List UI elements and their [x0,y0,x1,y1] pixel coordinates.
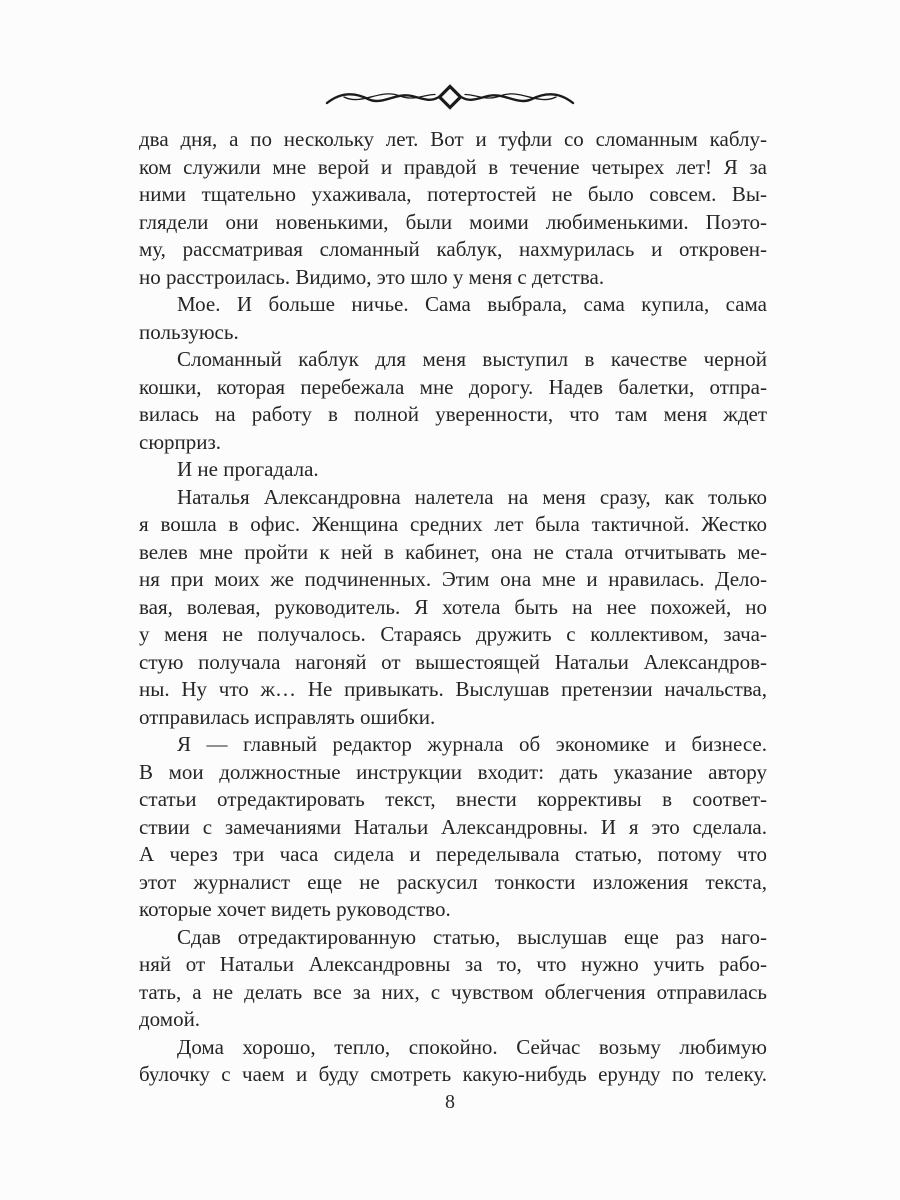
text-line: Сломанный каблук для меня выступил в качестве черной [177,347,767,371]
text-line: булочку с чаем и буду смотреть какую-нибудь ерунду по телеку. [139,1062,767,1086]
text-line: ком служили мне верой и правдой в течение четырех лет! Я за [139,154,767,179]
text-line: стую получала нагоняй от вышестоящей Натальи Александров- [139,649,767,674]
text-line: ня при моих же подчиненных. Этим она мне и нравилась. Дело- [139,567,767,591]
text-line: няй от Натальи Александровны за то, что нужно учить рабо- [139,952,767,976]
text-line: глядели они новенькими, были моими любименькими. Поэто- [139,209,767,234]
text-line: кошки, которая перебежала мне дорогу. Надев балетки, отпра- [139,374,767,399]
text-line: но расстроилась. Видимо, это шло у меня с детства. [139,264,605,289]
text-line: Я — главный редактор журнала об экономике и бизнесе. [177,732,767,756]
text-line: я вошла в офис. Женщина средних лет была тактичной. Жестко [139,512,767,536]
text-line: которые хочет видеть руководство. [139,897,451,921]
text-line: вая, волевая, руководитель. Я хотела быть на нее похожей, но [139,594,767,619]
text-line: этот журналист еще не раскусил тонкости изложения текста, [139,869,767,894]
body-text [139,126,767,1089]
flourish-divider-icon [0,82,900,117]
text-line: му, рассматривая сломанный каблук, нахмурилась и откровен- [139,237,767,261]
text-line: Наталья Александровна налетела на меня сразу, как только [177,484,767,509]
text-line: ствии с замечаниями Натальи Александровны. И я это сделала. [139,814,767,839]
text-line: Сдав отредактированную статью, выслушав еще раз наго- [177,924,767,949]
text-line: пользуюсь. [139,319,239,344]
text-line: два дня, а по нескольку лет. Вот и туфли со сломанным каблу- [139,127,767,151]
text-line: В мои должностные инструкции входит: дать указание автору [139,759,767,784]
text-line: домой. [139,1007,201,1031]
text-line: велев мне пройти к ней в кабинет, она не стала отчитывать ме- [139,539,767,564]
text-line: отправилась исправлять ошибки. [139,704,436,729]
text-line: вилась на работу в полной уверенности, что там меня ждет [139,402,767,426]
page-number: 8 [445,1091,455,1113]
text-line: статьи отредактировать текст, внести коррективы в соответ- [139,787,767,811]
text-line: А через три часа сидела и переделывала статью, потому что [139,842,767,866]
text-line: Дома хорошо, тепло, спокойно. Сейчас возьму любимую [177,1034,767,1059]
text-line: ними тщательно ухаживала, потертостей не было совсем. Вы- [139,182,767,206]
text-line: Мое. И больше ничье. Сама выбрала, сама купила, сама [177,292,767,316]
text-line: ны. Ну что ж… Не привыкать. Выслушав претензии начальства, [139,677,767,701]
text-line: И не прогадала. [177,457,319,481]
text-line: сюрприз. [139,429,222,454]
text-line: у меня не получалось. Стараясь дружить с коллективом, зача- [139,622,767,646]
text-line: тать, а не делать все за них, с чувством облегчения отправилась [139,979,767,1004]
